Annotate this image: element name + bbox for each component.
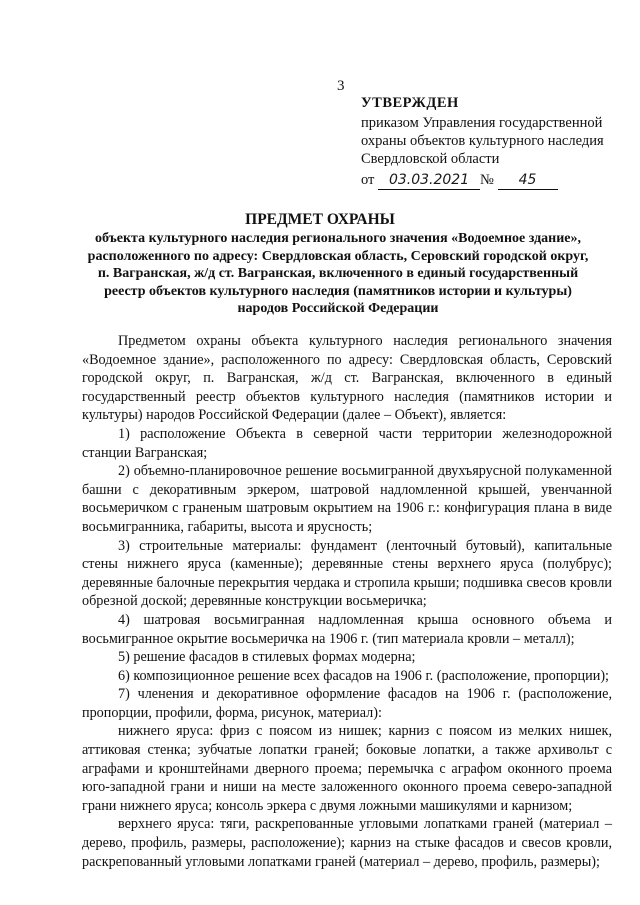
approval-line: Свердловской области <box>361 151 500 167</box>
body-paragraph: 6) композиционное решение всех фасадов на 1906 г. (расположение, пропорции); <box>118 667 609 684</box>
body-paragraph: 3) строительные материалы: фундамент (ленточный бутовый), капитальные стены нижнего яруса (каменные); деревянные стены верхнего яруса (полубрус); деревянные балочные перекрытия чердака и стропила крыши; подшивка свесов кровли обрезной доской; деревянные конструкции восьмеричка; <box>82 537 612 610</box>
body-paragraph: нижнего яруса: фриз с поясом из нишек; карниз с поясом из мелких нишек, аттиковая стенка; зубчатые лопатки граней; боковые лопатки, а также архивольт с аграфами и кронштейнами дверного проема; перемычка с аграфом оконного проема юго-западной грани и ниши на месте заложенного оконного проема северо-западной грани нижнего яруса; консоль эркера с двумя ложными машикулями и карнизом; <box>82 723 612 814</box>
page-number: 3 <box>337 78 345 94</box>
body-paragraph: верхнего яруса: тяги, раскрепованные угловыми лопатками граней (материал – дерево, профиль, размеры, расположение); карниз на стыке фасадов и свесов кровли, раскрепованный угловыми лопатками граней (материал – дерево, профиль, размеры); <box>82 816 612 870</box>
handwritten-number: 45 <box>498 171 558 190</box>
document-body <box>82 332 612 871</box>
body-paragraph: Предметом охраны объекта культурного наследия регионального значения «Водоемное здание», расположенного по адресу: Свердловская область, Серовский городской округ, п. Вагранская, ж/д ст. Вагранская, включенного в единый государственный реестр объектов культурного наследия (памятников истории и культуры) народов Российской Федерации (далее – Объект), является: <box>82 333 612 424</box>
document-subtitle <box>78 230 598 318</box>
approval-block <box>361 94 631 190</box>
document-title: ПРЕДМЕТ ОХРАНЫ <box>245 211 395 228</box>
body-paragraph: 2) объемно-планировочное решение восьмигранной двухъярусной полукаменной башни с декоративным эркером, шатровой надломленной крышей, увенчанной восьмеричком с граненым шатровым окрытием на 1906 г.: конфигурация плана в виде восьмигранника, габариты, высота и ярусность; <box>82 463 612 535</box>
body-paragraph: 4) шатровая восьмигранная надломленная крыша основного объема и восьмигранное окрытие восьмеричка на 1906 г. (тип материала кровли – металл); <box>82 611 612 647</box>
approval-stamp: УТВЕРЖДЕН <box>361 95 459 111</box>
date-prefix: от <box>361 172 375 188</box>
approval-date-line <box>361 171 631 190</box>
handwritten-date: 03.03.2021 <box>378 171 480 190</box>
subtitle-line: расположенного по адресу: Свердловская область, Серовский городской округ, <box>87 248 589 264</box>
number-prefix: № <box>480 172 494 188</box>
subtitle-line: реестр объектов культурного наследия (памятников истории и культуры) <box>104 283 572 299</box>
body-paragraph: 5) решение фасадов в стилевых формах модерна; <box>118 649 416 666</box>
body-paragraph: 7) членения и декоративное оформление фасадов на 1906 г. (расположение, пропорции, профили, форма, рисунок, материал): <box>82 686 612 721</box>
subtitle-line: народов Российской Федерации <box>237 301 439 316</box>
subtitle-line: объекта культурного наследия регионального значения «Водоемное здание», <box>94 231 582 246</box>
approval-line: охраны объектов культурного наследия <box>361 133 604 149</box>
approval-line: приказом Управления государственной <box>361 115 603 131</box>
body-paragraph: 1) расположение Объекта в северной части территории железнодорожной станции Вагранская; <box>82 425 612 461</box>
subtitle-line: п. Вагранская, ж/д ст. Вагранская, включенного в единый государственный <box>97 266 579 281</box>
